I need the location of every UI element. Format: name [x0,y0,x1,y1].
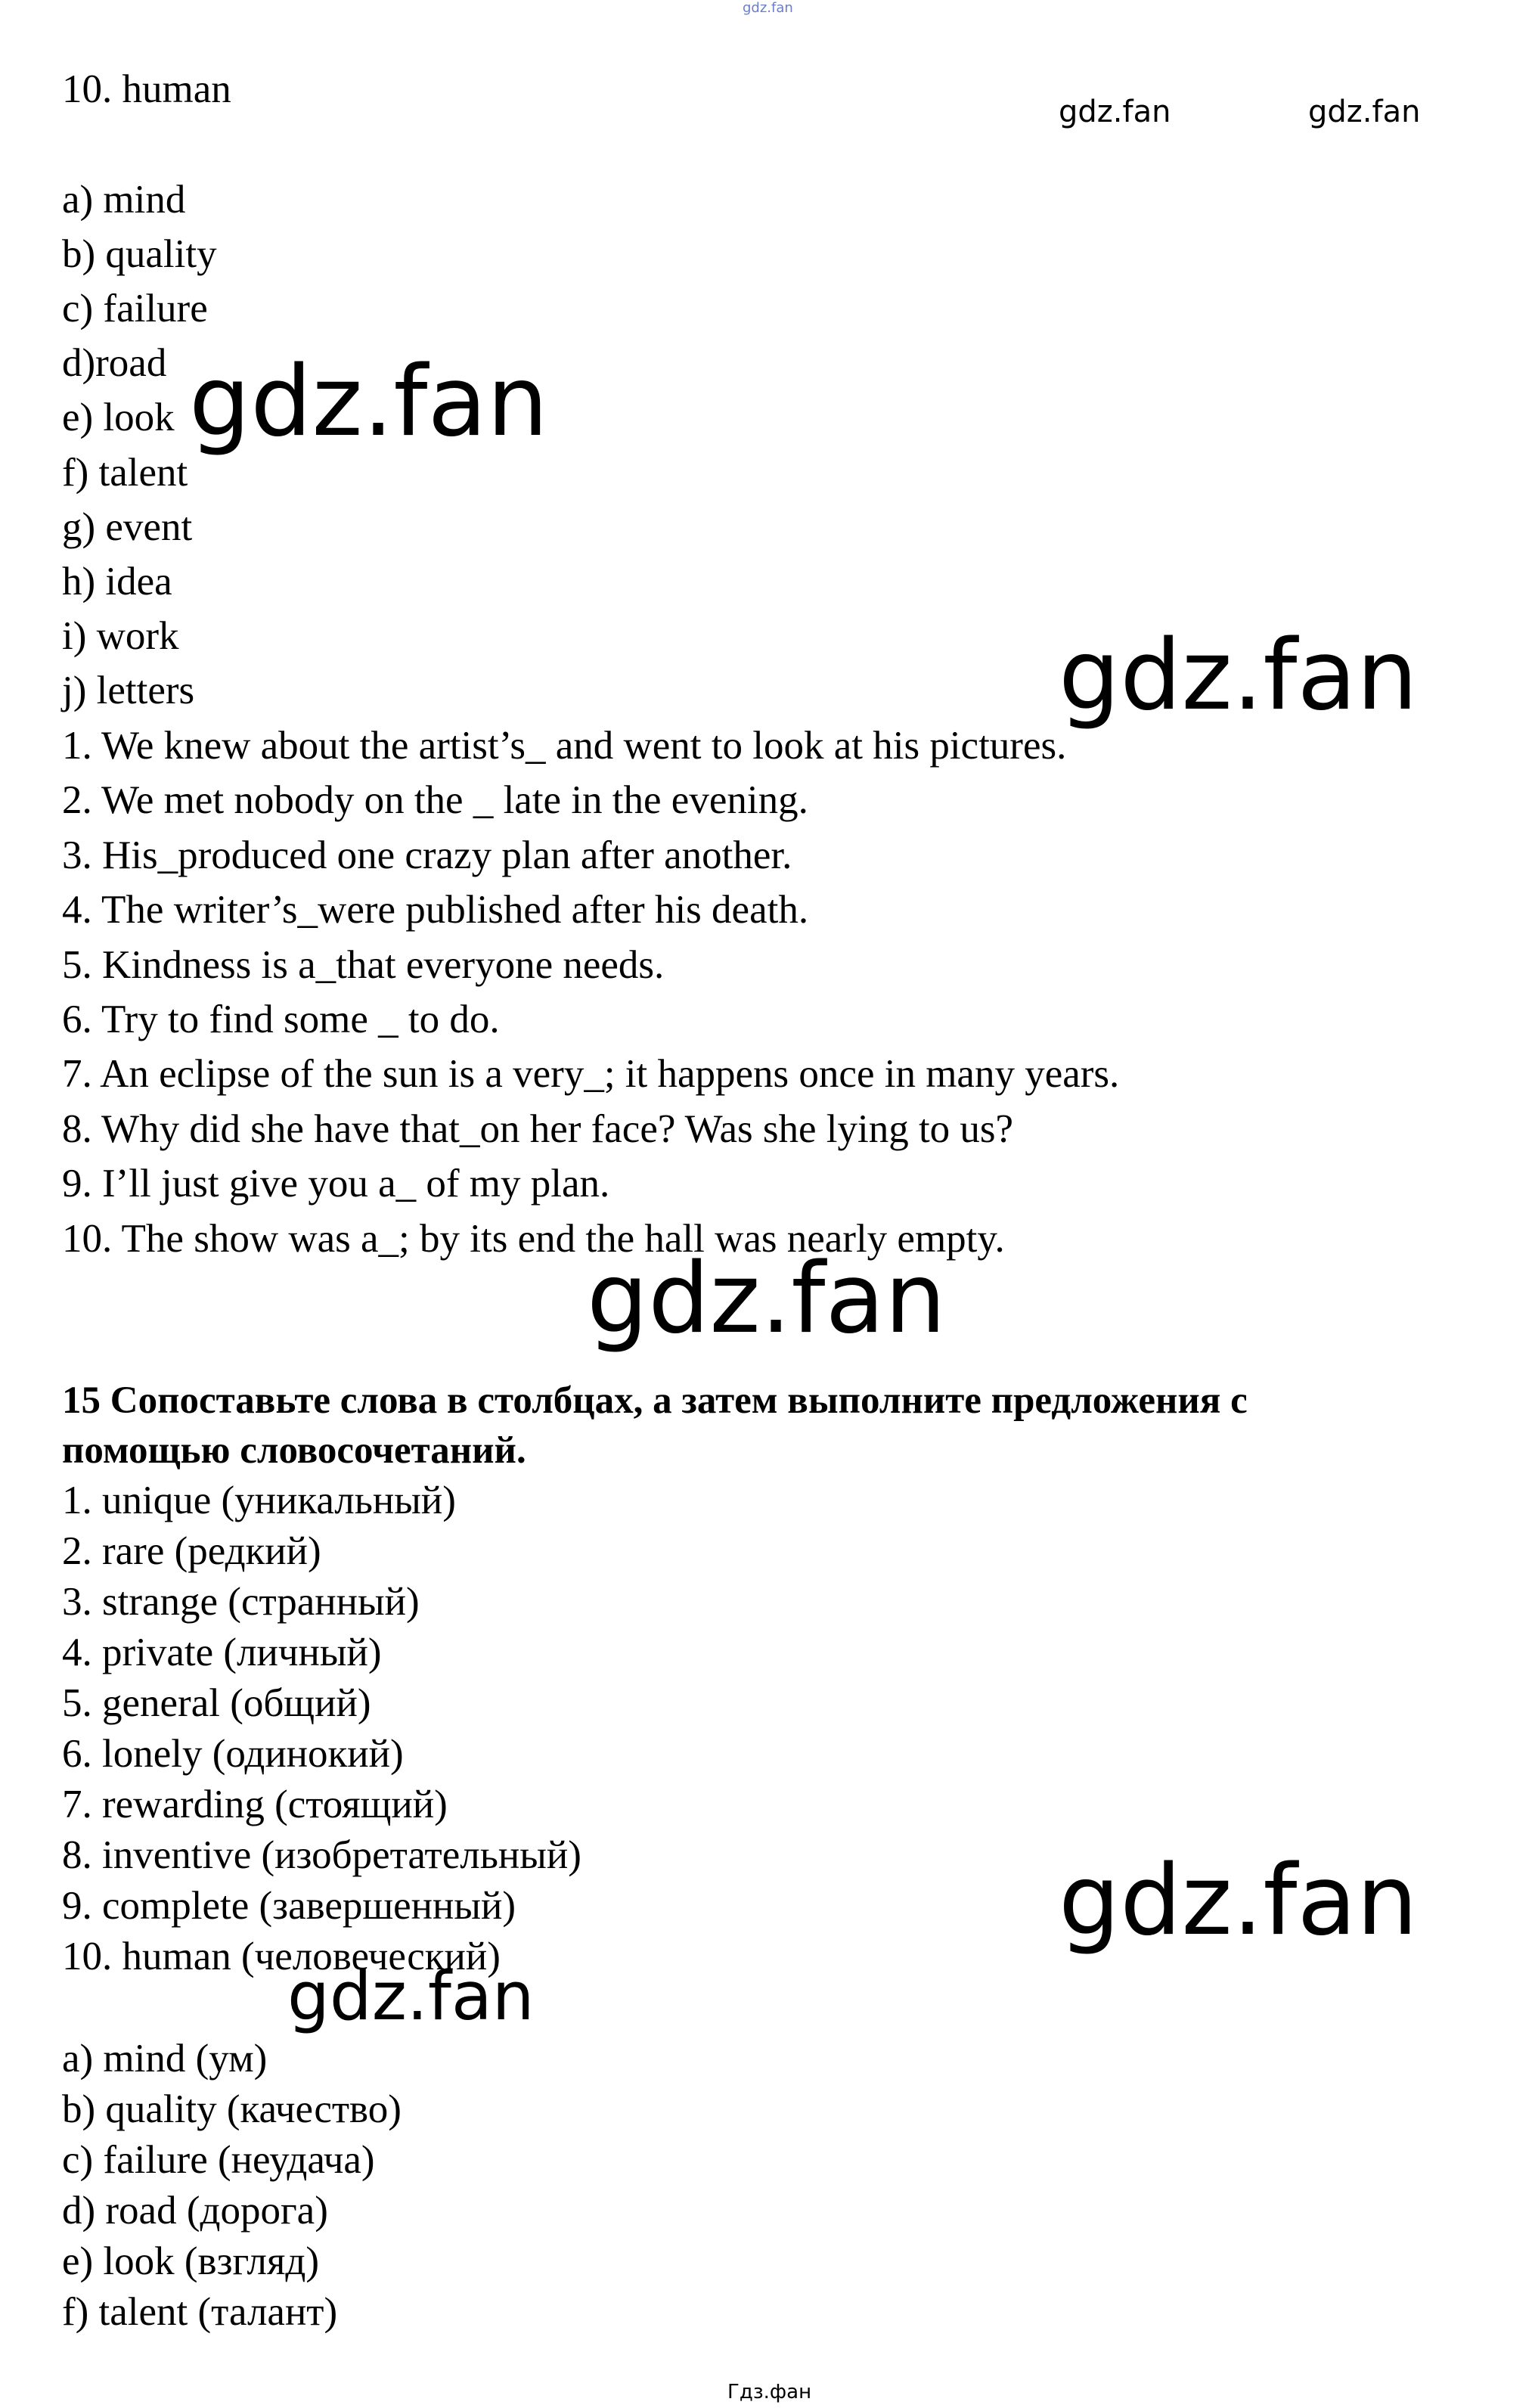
sentence-line: 5. Kindness is a_that everyone needs. [62,943,665,987]
page-footer: Гдз.фан [727,2381,812,2403]
word-line: 5. general (общий) [62,1681,371,1725]
letter-line: f) talent [62,451,188,495]
watermark-top: gdz.fan [743,0,793,16]
word-line: 9. complete (завершенный) [62,1884,516,1928]
exercise-heading: 15 Сопоставьте слова в столбцах, а затем выполните предложения с [62,1379,1248,1422]
word-line: 1. unique (уникальный) [62,1479,456,1522]
sentence-line: 7. An eclipse of the sun is a very_; it happens once in many years. [62,1052,1120,1096]
word-line: 10. human [62,67,231,111]
watermark-large: gdz.fan [587,1243,946,1355]
watermark-medium: gdz.fan [287,1957,535,2035]
word-line: 7. rewarding (стоящий) [62,1783,448,1826]
letter-line: c) failure [62,287,208,330]
word-line: 3. strange (странный) [62,1580,420,1624]
sentence-line: 3. His_produced one crazy plan after another. [62,833,792,877]
letter-line: i) work [62,614,179,658]
watermark-large: gdz.fan [189,346,548,458]
sentence-line: 1. We knew about the artist’s_ and went to look at his pictures. [62,724,1067,768]
watermark-large: gdz.fan [1059,619,1418,732]
word-line: 4. private (личный) [62,1631,382,1674]
letter-line: e) look (взгляд) [62,2239,319,2283]
letter-line: g) event [62,505,193,549]
sentence-line: 8. Why did she have that_on her face? Was she lying to us? [62,1107,1014,1151]
watermark-header-left: gdz.fan [1059,95,1171,129]
letter-line: d)road [62,341,167,385]
letter-line: d) road (дорога) [62,2189,328,2233]
letter-line: a) mind (ум) [62,2037,268,2081]
letter-line: c) failure (неудача) [62,2138,375,2182]
letter-line: f) talent (талант) [62,2290,338,2334]
watermark-large: gdz.fan [1059,1845,1418,1957]
letter-line: a) mind [62,178,186,222]
sentence-line: 6. Try to find some _ to do. [62,998,500,1041]
word-line: 6. lonely (одинокий) [62,1732,404,1776]
exercise-heading-cont: помощью словосочетаний. [62,1429,526,1472]
letter-line: j) letters [62,669,195,712]
sentence-line: 10. The show was a_; by its end the hall was nearly empty. [62,1217,1005,1261]
word-line: 8. inventive (изобретательный) [62,1833,581,1877]
watermark-header-right: gdz.fan [1308,95,1421,129]
sentence-line: 2. We met nobody on the _ late in the evening. [62,778,808,822]
letter-line: b) quality (качество) [62,2087,402,2131]
word-line: 10. human (человеческий) [62,1935,501,1978]
sentence-line: 9. I’ll just give you a_ of my plan. [62,1162,610,1206]
word-line: 2. rare (редкий) [62,1529,321,1573]
letter-line: b) quality [62,232,217,276]
sentence-line: 4. The writer’s_were published after his death. [62,888,809,932]
letter-line: e) look [62,396,175,439]
letter-line: h) idea [62,560,172,604]
